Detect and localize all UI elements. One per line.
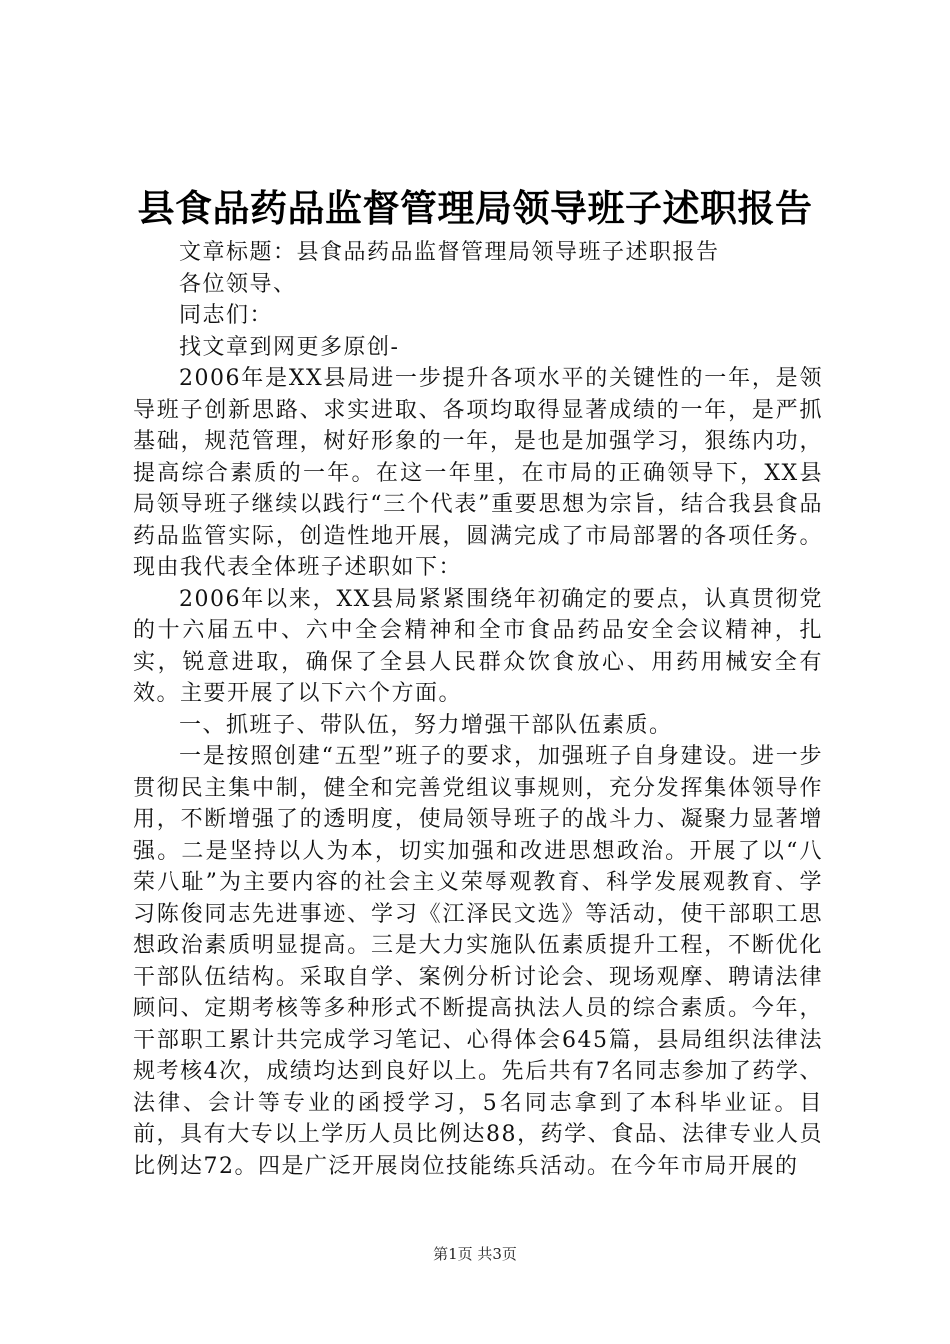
paragraph-salutation-comrades: 同志们： xyxy=(179,303,274,328)
paragraph-section-body: 一是按照创建“五型”班子的要求，加强班子自身建设。进一步贯彻民主集中制，健全和完善党组议事规则，充分发挥集体领导作用，不断增强了的透明度，使局领导班子的战斗力、凝聚力显著增强。二是坚持以人为本，切实加强和改进思想政治。开展了以“八荣八耻”为主要内容的社会主义荣辱观教育、科学发展观教育、学习陈俊同志先进事迹、学习《江泽民文选》等活动，使干部职工思想政治素质明显提高。三是大力实施队伍素质提升工程，不断优化干部队伍结构。采取自学、案例分析讨论会、现场观摩、聘请法律顾问、定期考核等多种形式不断提高执法人员的综合素质。今年，干部职工累计共完成学习笔记、心得体会645篇，县局组织法律法规考核4次，成绩均达到良好以上。先后共有7名同志参加了药学、法律、会计等专业的函授学习，5名同志拿到了本科毕业证。目前，具有大专以上学历人员比例达88，药学、食品、法律专业人员比例达72。四是广泛开展岗位技能练兵活动。在今年市局开展的 xyxy=(133,744,823,1179)
document-title: 县食品药品监督管理局领导班子述职报告 xyxy=(137,187,813,230)
paragraph-overview: 2006年以来，XX县局紧紧围绕年初确定的要点，认真贯彻党的十六届五中、六中全会精神和全市食品药品安全会议精神，扎实，锐意进取，确保了全县人民群众饮食放心、用药用械安全有效。主要开展了以下六个方面。 xyxy=(133,586,823,706)
paragraph-intro: 2006年是XX县局进一步提升各项水平的关键性的一年，是领导班子创新思路、求实进取、各项均取得显著成绩的一年，是严抓基础，规范管理，树好形象的一年，是也是加强学习，狠练内功，提高综合素质的一年。在这一年里，在市局的正确领导下，XX县局领导班子继续以践行“三个代表”重要思想为宗旨，结合我县食品药品监管实际，创造性地开展，圆满完成了市局部署的各项任务。现由我代表全体班子述职如下： xyxy=(133,366,823,580)
paragraph-source-note: 找文章到网更多原创- xyxy=(179,334,400,360)
paragraph-article-title: 文章标题：县食品药品监督管理局领导班子述职报告 xyxy=(179,240,720,265)
page-number-footer: 第1页 共3页 xyxy=(433,1245,517,1263)
paragraph-section-heading: 一、抓班子、带队伍，努力增强干部队伍素质。 xyxy=(179,712,673,738)
document-body xyxy=(133,237,823,1182)
paragraph-salutation-leaders: 各位领导、 xyxy=(179,271,297,297)
